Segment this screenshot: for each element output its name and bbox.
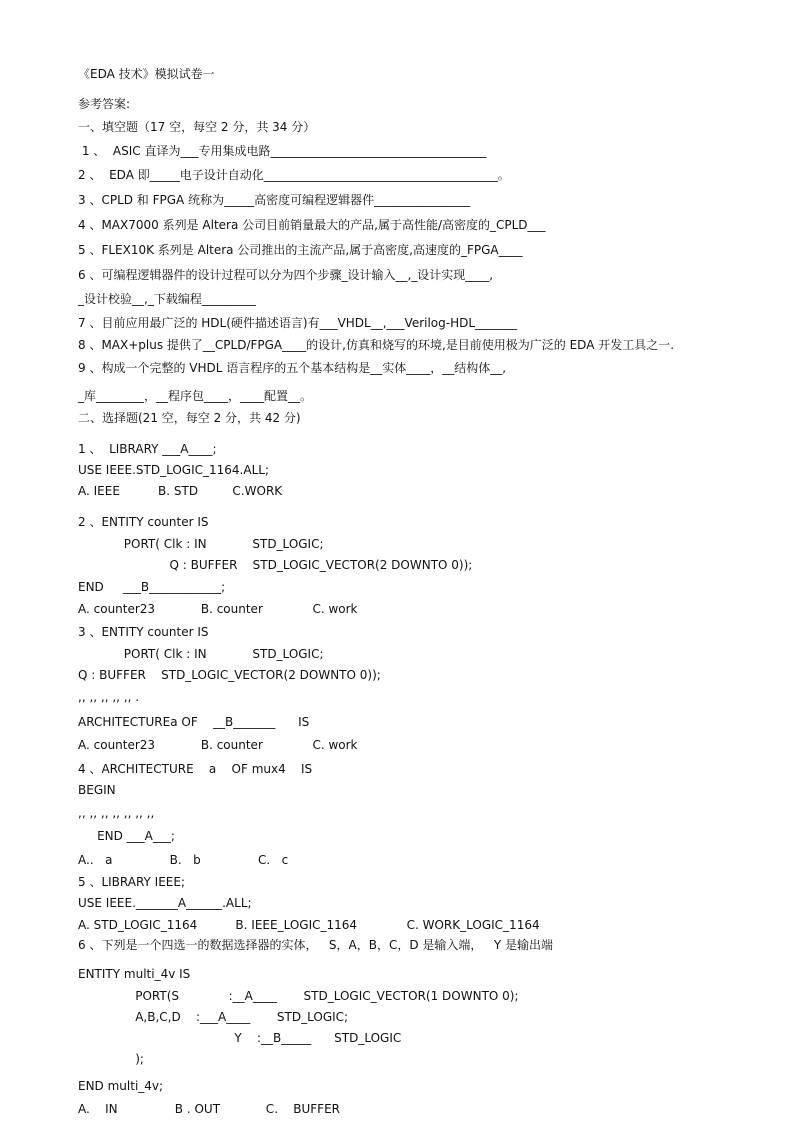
choice-line: BEGIN	[78, 783, 116, 797]
choice-line: ENTITY multi_4v IS	[78, 967, 191, 981]
choice-line: ,, ,, ,, ,, ,, .	[78, 690, 140, 704]
choice-line: 3 、ENTITY counter IS	[78, 625, 209, 639]
choice-line: A.. a B. b C. c	[78, 853, 289, 867]
choice-line: Q : BUFFER STD_LOGIC_VECTOR(2 DOWNTO 0));	[78, 558, 473, 572]
choice-line: END ___B____________;	[78, 580, 226, 594]
section1-heading: 一、填空题（17 空，每空 2 分，共 34 分）	[78, 120, 316, 134]
choice-line: PORT( Clk : IN STD_LOGIC;	[78, 647, 324, 661]
choice-line: A. IN B . OUT C. BUFFER	[78, 1102, 341, 1116]
choice-line: 4 、ARCHITECTURE a OF mux4 IS	[78, 762, 313, 776]
choice-line: 5 、LIBRARY IEEE;	[78, 875, 186, 889]
fill-item: 5 、FLEX10K 系列是 Altera 公司推出的主流产品,属于高密度,高速度的_FPGA____	[78, 243, 523, 257]
fill-item: 9 、构成一个完整的 VHDL 语言程序的五个基本结构是__实体____，__结构体__,	[78, 361, 507, 375]
choice-line: A. counter23 B. counter C. work	[78, 738, 358, 752]
choice-line: PORT(S :__A____ STD_LOGIC_VECTOR(1 DOWNTO 0);	[78, 989, 519, 1003]
choice-line: A. STD_LOGIC_1164 B. IEEE_LOGIC_1164 C. WORK_LOGIC_1164	[78, 918, 540, 932]
fill-item: 4 、MAX7000 系列是 Altera 公司目前销量最大的产品,属于高性能/高密度的_CPLD___	[78, 218, 546, 232]
document-title: 《EDA 技术》模拟试卷一	[78, 67, 215, 81]
choice-line: PORT( Clk : IN STD_LOGIC;	[78, 537, 324, 551]
choice-line: );	[78, 1052, 144, 1066]
choice-line: 2 、ENTITY counter IS	[78, 515, 209, 529]
fill-item: 6 、可编程逻辑器件的设计过程可以分为四个步骤_设计输入__,_设计实现____,	[78, 268, 494, 282]
fill-item: _库________，__程序包____，____配置__。	[78, 389, 313, 403]
choice-line: Y :__B_____ STD_LOGIC	[78, 1031, 402, 1045]
choice-line: USE IEEE.STD_LOGIC_1164.ALL;	[78, 463, 269, 477]
choice-line: 1 、 LIBRARY ___A____;	[78, 442, 217, 456]
choice-line: END ___A___;	[78, 829, 175, 843]
choice-line: 6 、下列是一个四选一的数据选择器的实体， S，A，B，C，D 是输入端， Y 是输出端	[78, 938, 553, 952]
choice-line: ,, ,, ,, ,, ,, ,, ,,	[78, 806, 155, 820]
choice-line: USE IEEE._______A______.ALL;	[78, 896, 252, 910]
choice-line: ARCHITECTUREa OF __B_______ IS	[78, 715, 310, 729]
choice-line: A. counter23 B. counter C. work	[78, 602, 358, 616]
choice-line: Q : BUFFER STD_LOGIC_VECTOR(2 DOWNTO 0));	[78, 668, 381, 682]
answer-heading: 参考答案:	[78, 97, 131, 111]
fill-item: _设计校验__,_下载编程_________	[78, 292, 256, 306]
fill-item: 7 、目前应用最广泛的 HDL(硬件描述语言)有___VHDL__,___Verilog-HDL_______	[78, 316, 518, 330]
choice-line: A,B,C,D :___A____ STD_LOGIC;	[78, 1010, 349, 1024]
fill-item: 1 、 ASIC 直译为___专用集成电路____________________________________	[78, 144, 487, 158]
fill-item: 2 、 EDA 即_____电子设计自动化_______________________________________。	[78, 168, 510, 182]
choice-line: A. IEEE B. STD C.WORK	[78, 484, 283, 498]
fill-item: 8 、MAX+plus 提供了__CPLD/FPGA____的设计,仿真和烧写的环境,是目前使用极为广泛的 EDA 开发工具之一.	[78, 338, 675, 352]
section2-heading: 二、选择题(21 空，每空 2 分，共 42 分)	[78, 411, 301, 425]
choice-line: END multi_4v;	[78, 1079, 164, 1093]
fill-item: 3 、CPLD 和 FPGA 统称为_____高密度可编程逻辑器件________________	[78, 193, 471, 207]
